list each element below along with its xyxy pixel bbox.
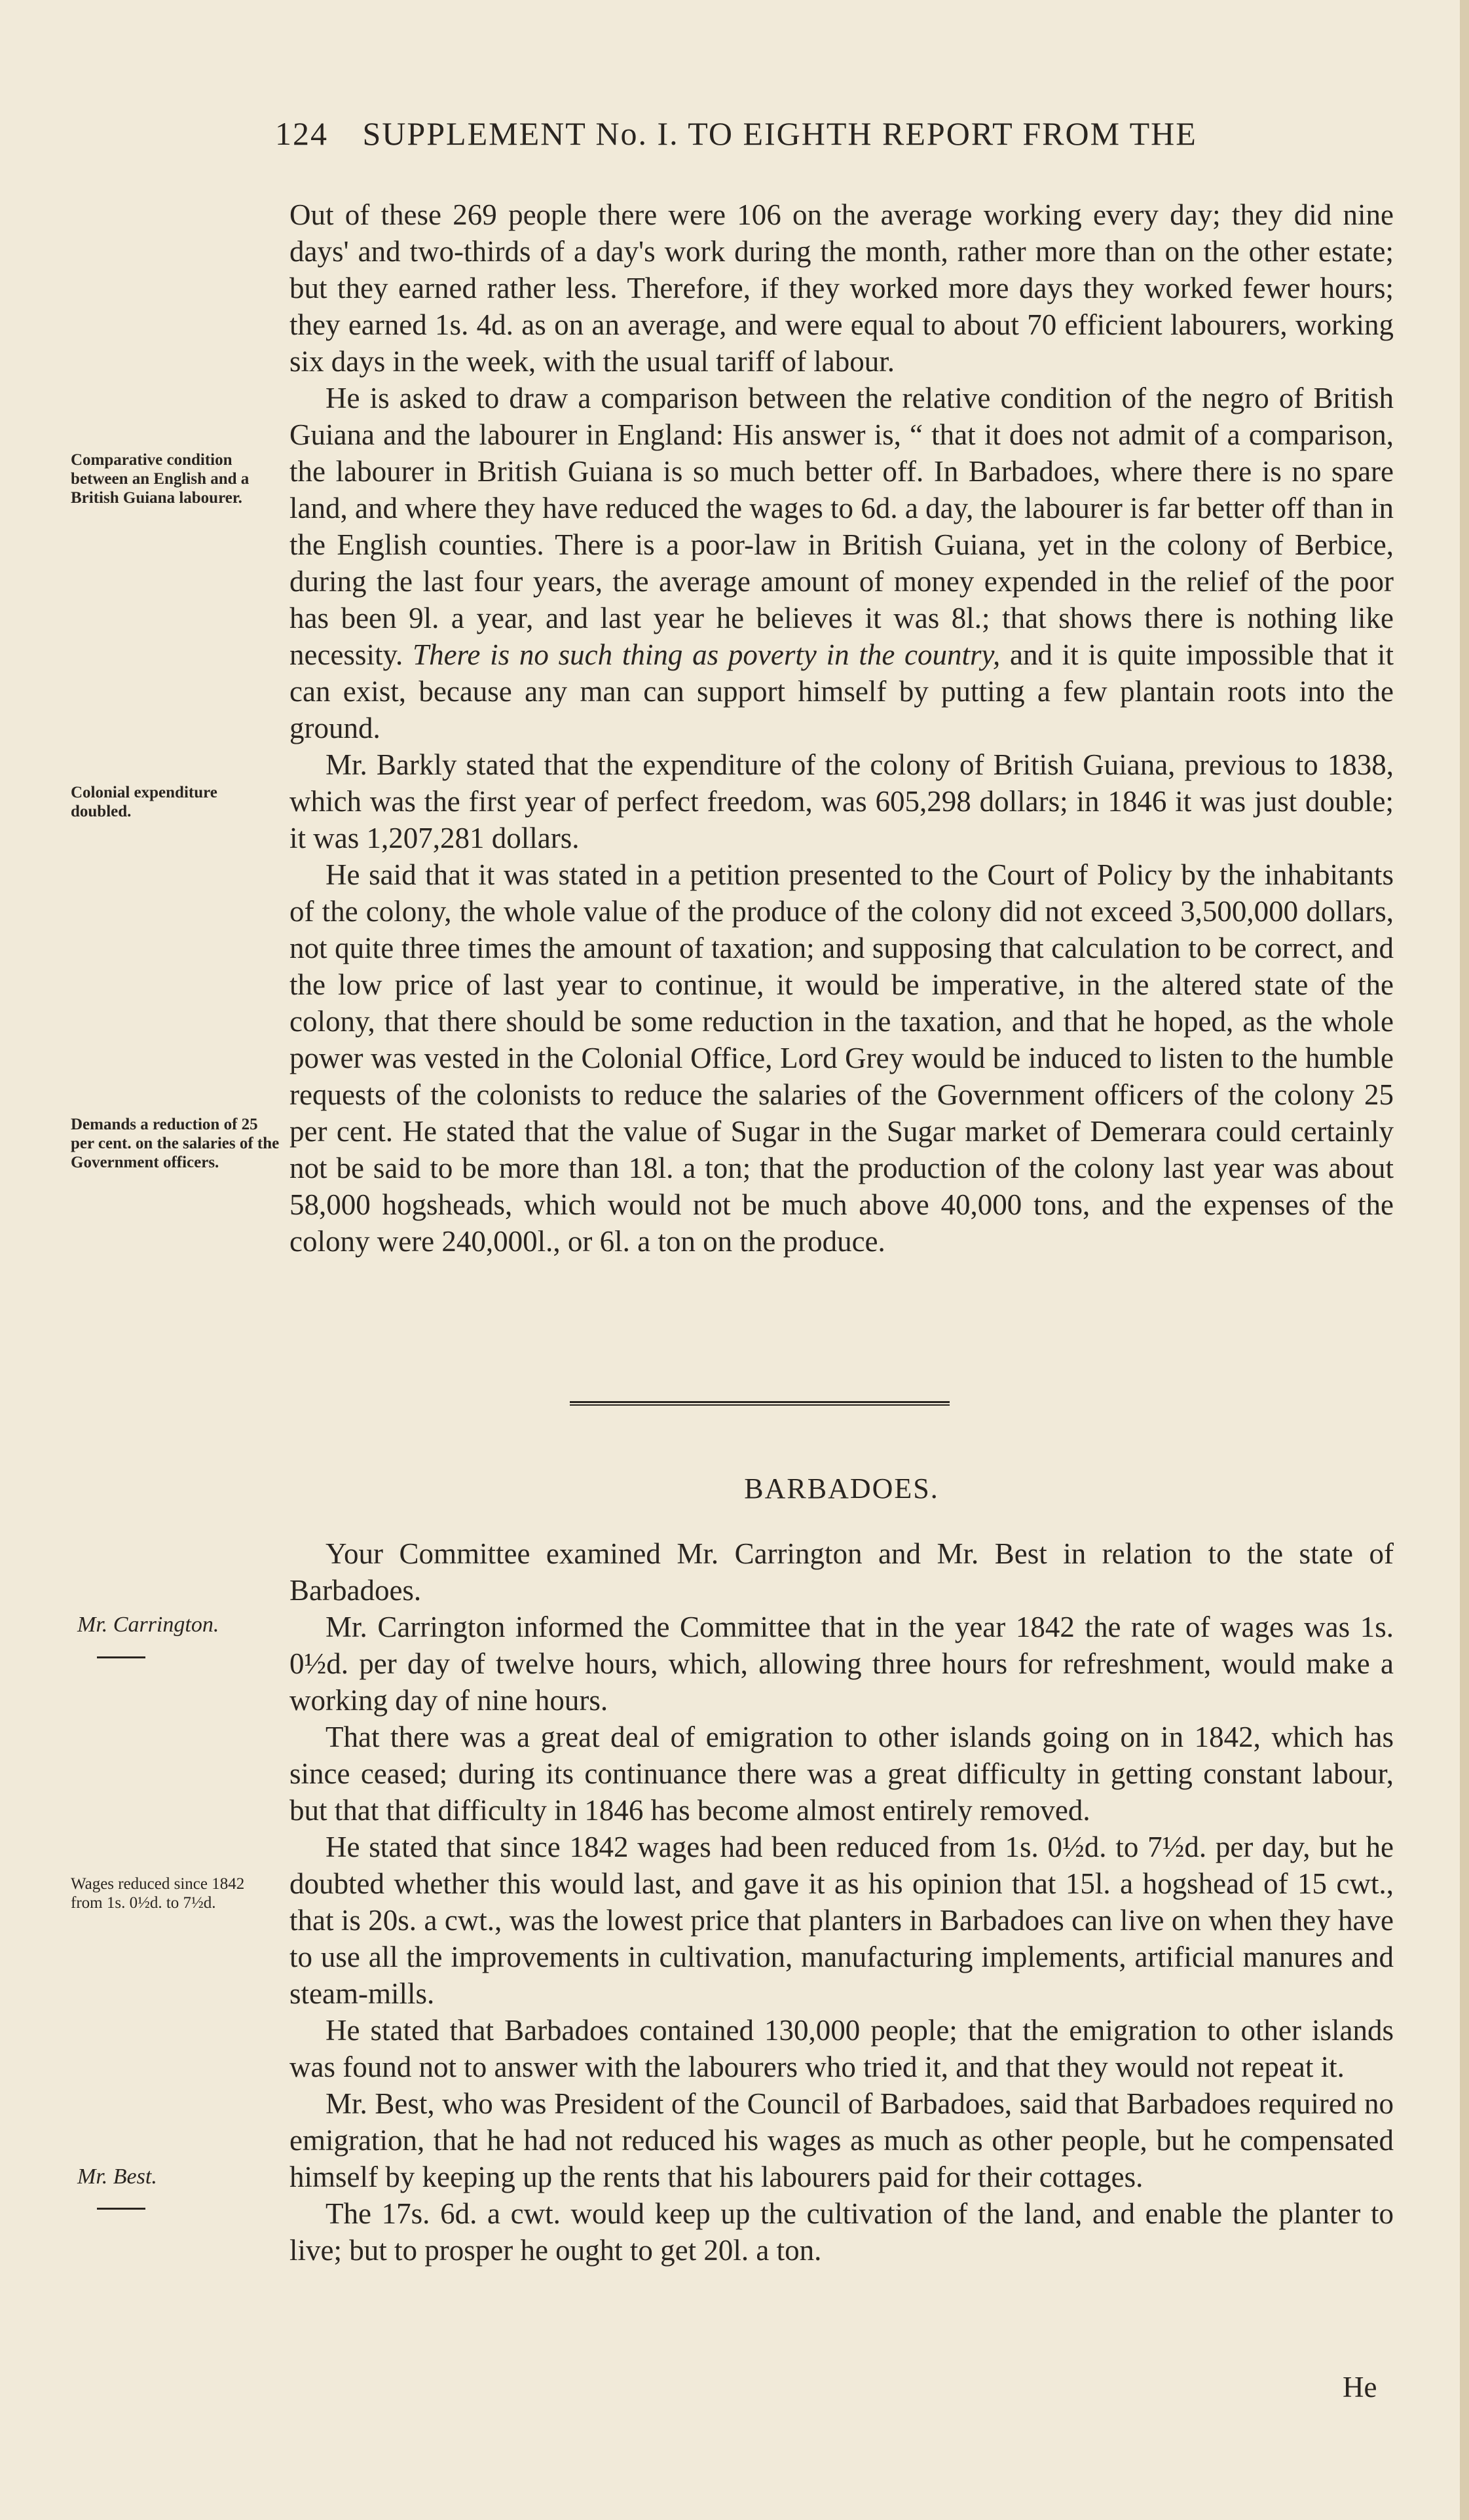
paragraph-text: He is asked to draw a comparison between the relative condition of the negro of British Guiana and the labourer in England: His answer is, “ that it does not admit of a comparison, the labourer in British Guiana is so much better off. In Barbadoes, where there is no spare land, and where they have reduced the wages to 6d. a day, the labourer is far better off than in the English counties. There is a poor-law in British Guiana, yet in the colony of Berbice, during the last four years, the average amount of money expended in the relief of the poor has been 9l. a year, and last year he believes it was 8l.; that shows there is nothing like necessity.: [289, 382, 1394, 671]
guiana-section: [289, 196, 1394, 1260]
short-rule: [97, 1656, 145, 1658]
catchword: He: [1343, 2371, 1377, 2403]
margin-note-carrington: [77, 1612, 219, 1638]
paragraph: He stated that Barbadoes contained 130,000 people; that the emigration to other islands was found not to answer with the labourers who tried it, and that they would not repeat it.: [289, 2014, 1394, 2083]
margin-note-comparative: Comparative condition between an English and a British Guiana labourer.: [71, 451, 250, 507]
margin-note-wages: Wages reduced since 1842 from 1s. 0½d. to 7½d.: [71, 1875, 245, 1912]
paragraph: [289, 380, 1394, 746]
paragraph: The 17s. 6d. a cwt. would keep up the cultivation of the land, and enable the planter to live; but to prosper he ought to get 20l. a ton.: [289, 2197, 1394, 2267]
section-heading: BARBADOES.: [744, 1472, 939, 1505]
paragraph: Mr. Barkly stated that the expenditure of the colony of British Guiana, previous to 1838, which was the first year of perfect freedom, was 605,298 dollars; in 1846 it was just double; it was 1,207,281 dollars.: [289, 748, 1394, 854]
emphasis-quote: There is no such thing as poverty in the country,: [413, 638, 1001, 671]
paragraph: Mr. Best, who was President of the Council of Barbadoes, said that Barbadoes required no emigration, that he had not reduced his wages as much as other people, but he compensated himself by keeping up the rents that his labourers paid for their cottages.: [289, 2087, 1394, 2193]
paragraph: Your Committee examined Mr. Carrington and Mr. Best in relation to the state of Barbadoes.: [289, 1537, 1394, 1607]
margin-note-reduction: Demands a reduction of 25 per cent. on the salaries of the Government officers.: [71, 1116, 280, 1171]
running-title: SUPPLEMENT No. I. TO EIGHTH REPORT FROM THE: [362, 115, 1197, 152]
paragraph: He stated that since 1842 wages had been reduced from 1s. 0½d. to 7½d. per day, but he doubted whether this would last, and gave it as his opinion that 15l. a hogshead of 15 cwt., that is 20s. a cwt., was the lowest price that planters in Barbadoes can live on when they have to use all the improvements in cultivation, manufacturing implements, artificial manures and steam-mills.: [289, 1831, 1394, 2010]
running-header: [275, 115, 1388, 153]
section-divider: [570, 1401, 950, 1406]
paragraph: Mr. Carrington informed the Committee that in the year 1842 the rate of wages was 1s. 0½d. per day of twelve hours, which, allowing three hours for refreshment, would make a working day of nine hours.: [289, 1611, 1394, 1717]
paragraph: He said that it was stated in a petition presented to the Court of Policy by the inhabitants of the colony, the whole value of the produce of the colony did not exceed 3,500,000 dollars, not quite three times the amount of taxation; and supposing that calculation to be correct, and the low price of last year to continue, it would be imperative, in the altered state of the colony, that there should be some reduction in the taxation, and that he hoped, as the whole power was vested in the Colonial Office, Lord Grey would be induced to listen to the humble requests of the colonists to reduce the salaries of the Government officers of the colony 25 per cent. He stated that the value of Sugar in the Sugar market of Demerara could certainly not be said to be more than 18l. a ton; that the production of the colony last year was about 58,000 hogsheads, which would not be much above 40,000 tons, and the expenses of the colony were 240,000l., or 6l. a ton on the produce.: [289, 858, 1394, 1258]
paragraph: That there was a great deal of emigration to other islands going on in 1842, which has since ceased; during its continuance there was a great difficulty in getting constant labour, but that that difficulty in 1846 has become almost entirely removed.: [289, 1721, 1394, 1827]
margin-name-text: Mr. Carrington.: [77, 1613, 219, 1637]
barbadoes-section: [289, 1535, 1394, 2269]
paragraph: Out of these 269 people there were 106 on the average working every day; they did nine days' and two-thirds of a day's work during the month, rather more than on the other estate; but they earned rather less. Therefore, if they worked more days they worked fewer hours; they earned 1s. 4d. as on an average, and were equal to about 70 efficient labourers, working six days in the week, with the usual tariff of labour.: [289, 198, 1394, 378]
short-rule: [97, 2208, 145, 2210]
margin-note-best: [77, 2164, 157, 2190]
page-number: 124: [275, 115, 328, 152]
margin-note-expenditure: Colonial expenditure doubled.: [71, 784, 217, 820]
margin-name-text: Mr. Best.: [77, 2164, 157, 2189]
page-edge: [1460, 0, 1469, 2520]
paragraph-text: and it is quite impossible that it can exist, because any man can support himself by putting a few plantain roots into the ground.: [289, 638, 1394, 744]
